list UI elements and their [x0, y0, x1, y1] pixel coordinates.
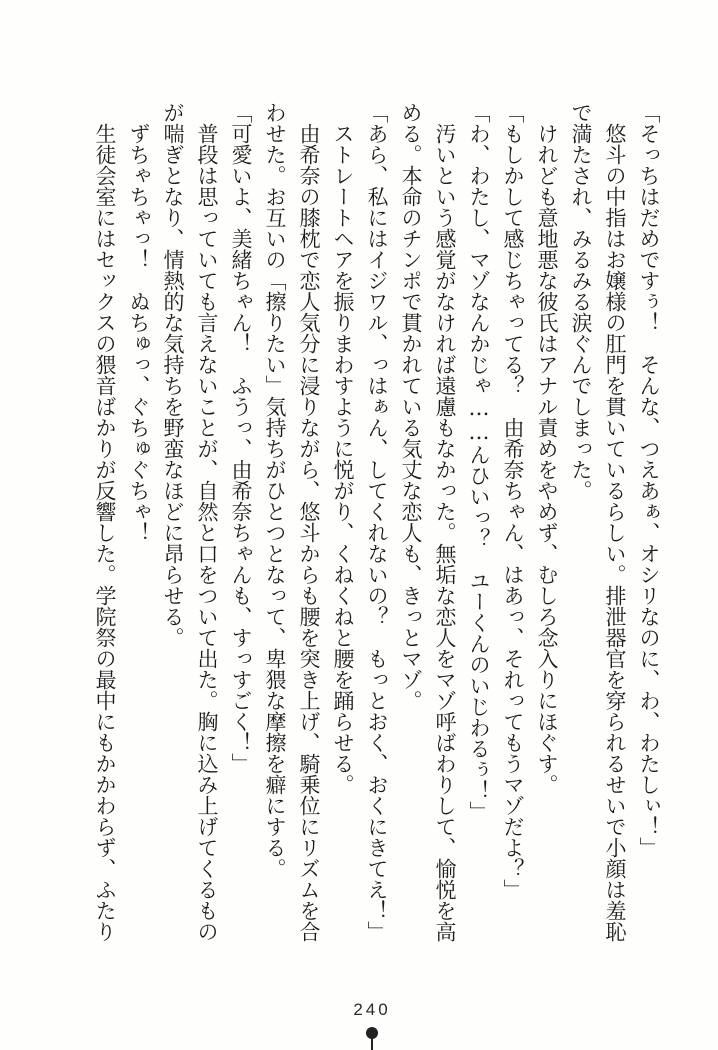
dialogue-paragraph: 「わ、わたし、マゾなんかじゃ……んひいっ？ ユーくんのいじわるぅ！」 — [467, 102, 491, 822]
narrative-paragraph: ストレートヘアを振りまわすように悦がり、くねくねと腰を踊らせる。 — [331, 123, 355, 795]
narrative-paragraph: けれども意地悪な彼氏はアナル責めをやめず、むしろ念入りにほぐす。 — [535, 123, 559, 795]
narrative-paragraph: 悠斗の中指はお嬢様の肛門を貫いているらしい。排泄器官を穿られるせいで小顔は羞恥で満たされ、みるみる涙ぐんでしまった。 — [569, 102, 627, 942]
dialogue-paragraph: 「そっちはだめですぅ！ そんな、つえあぁ、オシリなのに、わ、わたしぃ！」 — [637, 102, 661, 858]
narrative-paragraph: 汚いという感覚がなければ遠慮もなかった。無垢な恋人をマゾ呼ばわりして、愉悦を高める。本命のチンポで貫かれている気丈な恋人も、きっとマゾ。 — [399, 102, 457, 942]
page-number: 240 — [353, 1000, 391, 1019]
narrative-paragraph: 由希奈の膝枕で恋人気分に浸りながら、悠斗からも腰を突き上げ、騎乗位にリズムを合わせた。お互いの「擦りたい」気持ちがひとつとなって、卑猥な摩擦を癖にする。 — [263, 102, 321, 942]
text-block — [84, 102, 666, 944]
narrative-paragraph: 生徒会室にはセックスの猥音ばかりが反響した。学院祭の最中にもかかわらず、ふたり — [93, 123, 117, 942]
dialogue-paragraph: 「もしかして感じちゃってる？ 由希奈ちゃん、はあっ、それってもうマゾだよ？」 — [501, 102, 525, 900]
binding-dot-mark-icon — [366, 1027, 378, 1050]
narrative-paragraph: 普段は思っていても言えないことが、自然と口をついて出た。胸に込み上げてくるものが喘ぎとなり、情熱的な気持ちを野蛮なほどに昂らせる。 — [161, 102, 219, 942]
dialogue-paragraph: 「あら、私にはイジワル、っはぁん、してくれないの？ もっとおく、おくにきてえ！」 — [365, 102, 389, 942]
dialogue-paragraph: 「可愛いよ、美緒ちゃん！ ふうっ、由希奈ちゃんも、すっすごく！」 — [229, 102, 253, 774]
binding-stem — [371, 1037, 373, 1050]
narrative-paragraph: ずちゃちゃっ！ ぬちゅっ、ぐちゅぐちゃ！ — [127, 123, 151, 543]
